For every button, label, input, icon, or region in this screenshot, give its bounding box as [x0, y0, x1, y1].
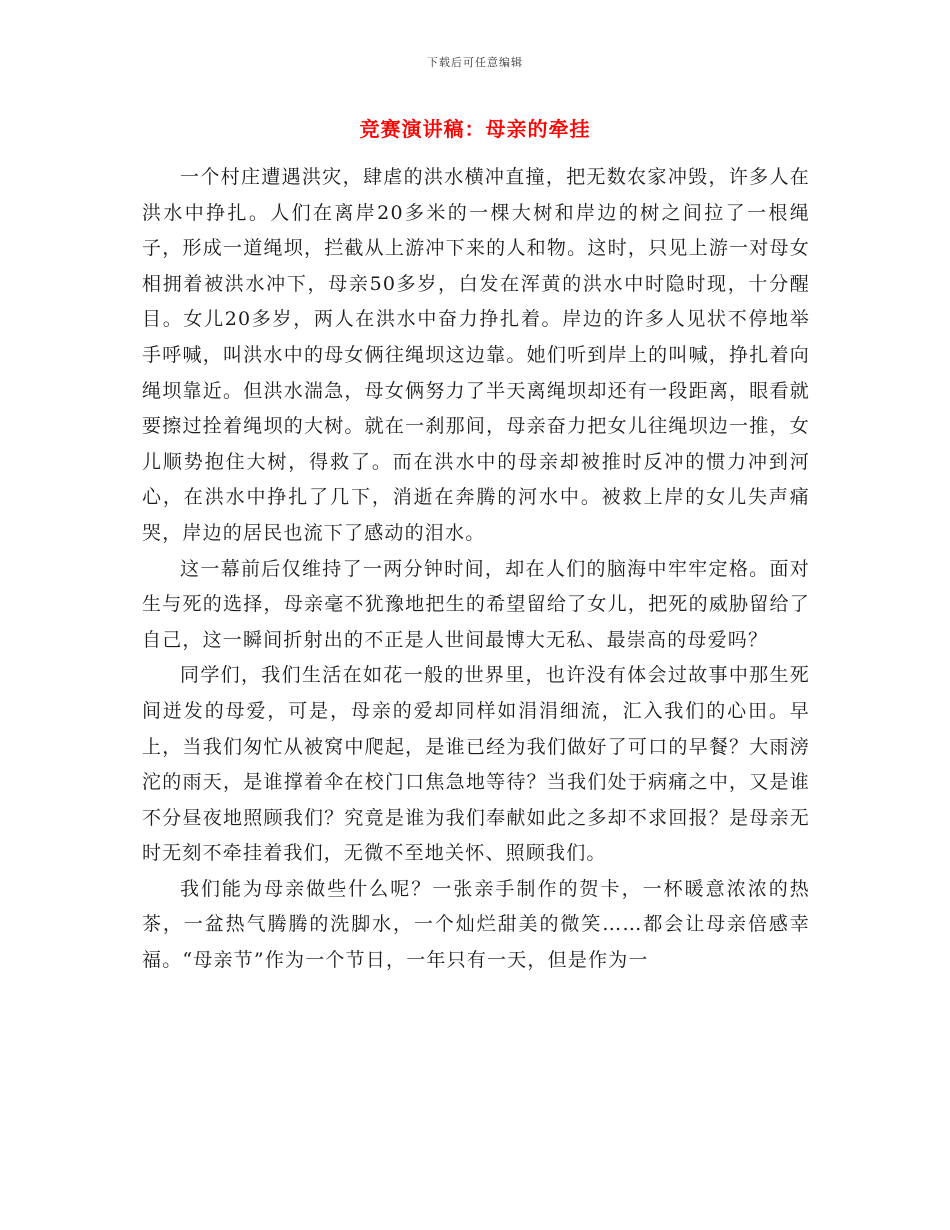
paragraph: 这一幕前后仅维持了一两分钟时间，却在人们的脑海中牢牢定格。面对生与死的选择，母亲毫不犹豫地把生的希望留给了女儿，把死的威胁留给了自己，这一瞬间折射出的不正是人世间最博大无私、最崇高的母爱吗？: [142, 557, 810, 651]
paragraph: 我们能为母亲做些什么呢？一张亲手制作的贺卡，一杯暖意浓浓的热茶，一盆热气腾腾的洗脚水，一个灿烂甜美的微笑……都会让母亲倍感幸福。“母亲节”作为一个节日，一年只有一天，但是作为一: [142, 877, 810, 972]
paragraph: 一个村庄遭遇洪灾，肆虐的洪水横冲直撞，把无数农家冲毁，许多人在洪水中挣扎。人们在离岸20多米的一棵大树和岸边的树之间拉了一根绳子，形成一道绳坝，拦截从上游冲下来的人和物。这时，只见上游一对母女相拥着被洪水冲下，母亲50多岁，白发在浑黄的洪水中时隐时现，十分醒目。女儿20多岁，两人在洪水中奋力挣扎着。岸边的许多人见状不停地举手呼喊，叫洪水中的母女俩往绳坝这边靠。她们听到岸上的叫喊，挣扎着向绳坝靠近。但洪水湍急，母女俩努力了半天离绳坝却还有一段距离，眼看就要擦过拴着绳坝的大树。就在一刹那间，母亲奋力把女儿往绳坝边一推，女儿顺势抱住大树，得救了。而在洪水中的母亲却被推时反冲的惯力冲到河心，在洪水中挣扎了几下，消逝在奔腾的河水中。被救上岸的女儿失声痛哭，岸边的居民也流下了感动的泪水。: [142, 166, 810, 544]
page-header-note: 下载后可任意编辑: [427, 56, 523, 69]
document-body: [142, 160, 810, 979]
document-title: 竞赛演讲稿：母亲的牵挂: [359, 117, 591, 141]
paragraph: 同学们，我们生活在如花一般的世界里，也许没有体会过故事中那生死间迸发的母爱，可是，母亲的爱却同样如涓涓细流，汇入我们的心田。早上，当我们匆忙从被窝中爬起，是谁已经为我们做好了可口的早餐？大雨滂沱的雨天，是谁撑着伞在校门口焦急地等待？当我们处于病痛之中，又是谁不分昼夜地照顾我们？究竟是谁为我们奉献如此之多却不求回报？是母亲无时无刻不牵挂着我们，无微不至地关怀、照顾我们。: [142, 664, 810, 865]
